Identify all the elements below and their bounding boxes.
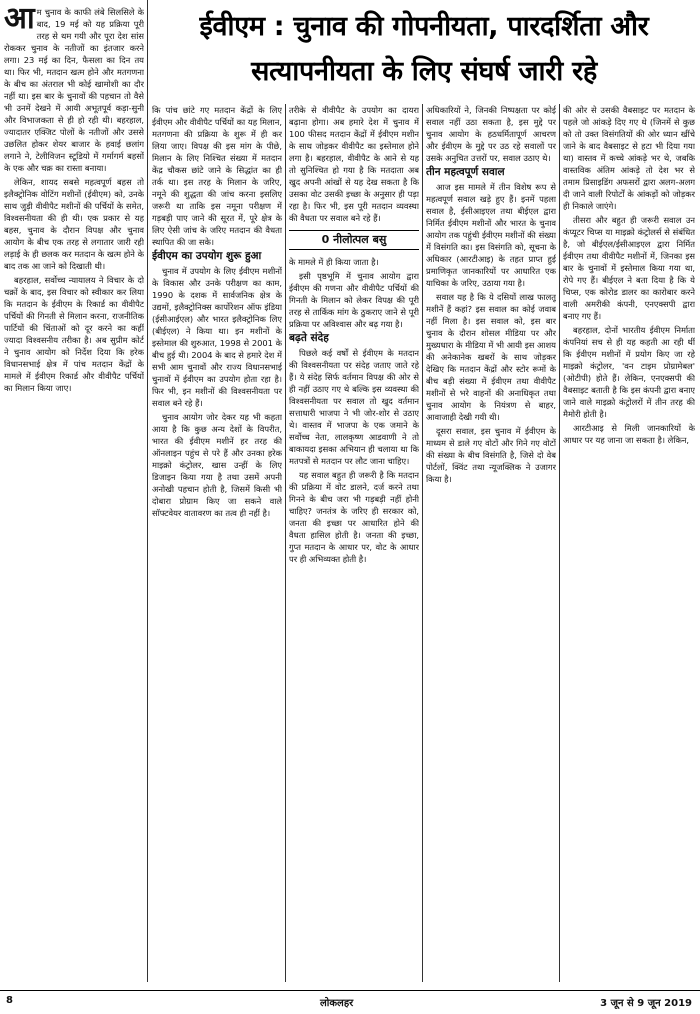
column-3 [289,104,419,982]
paragraph: इसी पृष्ठभूमि में चुनाव आयोग द्वारा ईवीएम की गणना और वीवीपैट पर्चियों की गिनती के मिलान को लेकर विपक्ष की पूरी तरह से तार्किक मांग के ठुकराए जाने से पूरी प्रक्रिया पर अविश्वास और बढ़ गया है। [289,271,419,329]
headline-line-2: सत्यापनीयता के लिए संघर्ष जारी रहे [251,56,597,87]
paragraph: तरीके से वीवीपैट के उपयोग का दायरा बढ़ाना होगा। अब हमारे देश में चुनाव में 100 फीसद मतदान केंद्रों में ईवीएम मशीन के साथ जोड़कर वीवीपैट का इस्तेमाल होने लगा है। बहरहाल, वीवीपैट के आने से यह तो सुनिश्चित हो गया है कि मतदाता अब खुद अपनी आंखों से यह देख सकता है कि उसका वोट उसकी इच्छा के अनुसार ही पड़ा रहा है। फिर भी, इस पूरी मतदान व्यवस्था की वैधता पर सवाल बने रहे हैं। [289,105,419,223]
paragraph: आज इस मामले में तीन विशेष रूप से महत्वपूर्ण सवाल खड़े हुए हैं। इनमें पहला सवाल है, ईसीआइएल तथा बीईएल द्वारा निर्मित ईवीएम मशीनों और भारत के चुनाव आयोग तक पहुंची ईवीएम मशीनों की संख्या में विसंगति का। इस विसंगति को, सूचना के अधिकार (आरटीआइ) के तहत प्राप्त हुई प्रमाणिकृत जानकारियों पर आधारित एक याचिका के जरिए, उठाया गया है। [426,182,556,288]
column-rule [147,0,148,982]
subheading: ईवीएम का उपयोग शुरू हुआ [152,250,262,262]
paragraph: तीसरा और बहुत ही जरूरी सवाल उन कंप्यूटर चिप्स या माइक्रो कंट्रोलर्स से संबंधित है, जो बीईएल/ईसीआइएल द्वारा निर्मित ईवीएम तथा वीवीपैट मशीनों में, जिनका इस बार के चुनावों में इस्तेमाल किया गया था, रोपे गए हैं। बीईएल ने बता दिया है कि ये चिप्स, एक कोरोड डालर का कारोबार करने वाली अमरीकी कंपनी, एनएक्सपी द्वारा बनाए गए हैं। [563,215,695,321]
column-1 [4,6,144,982]
paragraph: लेकिन, शायद सबसे महत्वपूर्ण बहस तो इलैक्ट्रोनिक वोटिंग मशीनों (ईवीएम) को, उनके साथ जुड़ी वीवीपैट मशीनों की पर्चियों के समेत, विश्वसनीयता की ही थी। एक प्रकार से यह बहस, चुनाव के दौरान विपक्ष और चुनाव आयोग के बीच एक तरह से लगातार जारी रही लड़ाई के ही छलक कर मतदान के खत्म होने के बाद तक आ जाने को दिखाती थी। [4,177,144,271]
paragraph: कि पांच छांटे गए मतदान केंद्रों के लिए ईवीएम और वीवीपैट पर्चियों का यह मिलान, मतगणना की प्रक्रिया के शुरू में ही कर लिया जाए। विपक्ष की इस मांग के पीछे, मिलान के लिए निश्चित संख्या में मतदान केंद्र चौकस छांटे जाने के सिद्धांत का ही तर्क था। इस तरह के मिलान के जरिए, नमूने की शुद्धता की जांच करना इसलिए जरूरी था ताकि इस नमूना परीक्षण में गड़बड़ी पाए जाने की सूरत में, पूरे क्षेत्र के लिए ऐसी जांच के जरिए मतदान की वैधता स्थापित की जा सके। [152,105,282,247]
subheading: बढ़ते संदेह [289,332,329,344]
paragraph: आरटीआइ से मिली जानकारियों के आधार पर यह जाना जा सकता है। लेकिन, [563,423,695,445]
column-rule [559,104,560,982]
issue-date: 3 जून से 9 जून 2019 [600,998,692,1009]
headline-line-1: ईवीएम : चुनाव की गोपनीयता, पारदर्शिता और [199,11,649,42]
paragraph: म चुनाव के काफी लंबे सिलसिले के बाद, 19 मई को यह प्रक्रिया पूरी तरह से थम गयी और पूरा देश सांस रोककर चुनाव के नतीजों का इंतजार करने लगा। 23 मई का दिन, फैसला का दिन तय था। फिर भी, मतदान खत्म होने और मतगणना के बीच का अंतराल भी कोई खामोशी का दौर नहीं था। इस बार के चुनावों की पहचान तो वैसे भी उनमें देखने में आयी अभूतपूर्व कड़ा-सुनी और विभाजकता से ही हो रही थी। बहरहाल, ज्यादातर एक्जिट पोलों के नतीजों और उससे उछलित होकर शेयर बाजार के हवाई छलांग लगाने ने, टेलीविजन स्टूडियो में गर्मागर्म बहसों के एक और चक्र का रास्ता बनाया। [4,7,144,173]
paragraph: पिछले कई वर्षों से ईवीएम के मतदान की विश्वसनीयता पर संदेह जताए जाते रहे हैं। ये संदेह सिर्फ वर्तमान विपक्ष की ओर से ही नहीं उठाए गए थे बल्कि इस व्यवस्था की विश्वसनीयता पर सवाल तो खुद वर्तमान सत्ताधारी भाजपा ने भी जोर-शोर से उठाए थे। वास्तव में भाजपा के एक जमाने के सर्वोच्च नेता, लालकृष्ण आडवाणी ने तो बाकायदा इसका अभियान ही चलाया था कि मतपत्रों से मतदान पर लौट जाना चाहिए। [289,348,419,466]
byline: 0 नीलोत्पल बसु [289,230,419,250]
paragraph: बहरहाल, दोनों भारतीय ईवीएम निर्माता कंपनियां सच से ही यह कहती आ रही थीं कि ईवीएम मशीनों में प्रयोग किए जा रहे माइक्रो कंट्रोलर, 'वन टाइम प्रोग्रामेबल' (ओटीपी) होते हैं। लेकिन, एनएक्सपी की वैबसाइट बताती है कि इस कंपनी द्वारा बनाए जाने वाले माइक्रो कंट्रोलरों में तीन तरह की मैमोरी होती है। [563,325,695,419]
paragraph: की ओर से उसकी वैबसाइट पर मतदान के पहले जो आंकड़े दिए गए थे (जिनमें से कुछ को तो उक्त विसंगतियों की ओर ध्यान खींचे जाने के बाद वैबसाइट से हटा भी दिया गया था) वास्तव में कच्चे आंकड़े भर थे, जबकि वास्तविक अंतिम आंकड़े तो देश भर से तमाम प्रिसाइडिंग अफसरों द्वारा अलग-अलग दी जाने वाली रिपोर्टों के आंकड़ों को जोड़कर ही निकाले जाएंगे। [563,105,695,211]
publication-name: लोकलहर [320,998,354,1009]
column-rule [285,104,286,982]
column-4 [426,104,556,982]
column-5 [563,104,695,982]
subheading: तीन महत्वपूर्ण सवाल [426,166,505,178]
page-number: 8 [6,995,13,1006]
column-rule [422,104,423,982]
drop-cap: आ [4,6,35,36]
paragraph: सवाल यह है कि ये दसियों लाख फालतू मशीनें हैं कहां? इस सवाल का कोई जवाब नहीं मिला है। इस सवाल को, इस बार चुनाव के दौरान शोसल मीडिया पर और मुख्यधारा के मीडिया में भी आयी इस आशय की अनेकानेक खबरों के साथ जोड़कर देखिए कि मतदान केंद्रों और स्टोर रूमों के बीच बड़ी संख्या में ईवीएम तथा वीवीपैट मशीनों से भरे वाहनों की अनाधिकृत तथा चुनाव आयोग के नियंत्रण से बाहर, आवाजाही देखी गयी थी। [426,292,556,422]
paragraph: यह सवाल बहुत ही जरूरी है कि मतदान की प्रक्रिया में वोट डालने, दर्ज करने तथा गिनने के बीच जरा भी गड़बड़ी नहीं होनी चाहिए? जनतंत्र के जरिए ही सरकार को, जनता की इच्छा पर आधारित होने की वैधता हासिल होती है। जनता की इच्छा, गुप्त मतदान के आधार पर, वोट के आधार पर ही अभिव्यक्त होती है। [289,470,419,564]
paragraph: दूसरा सवाल, इस चुनाव में ईवीएम के माध्यम से डाले गए वोटों और गिने गए वोटों की संख्या के बीच विसंगति है, जिसे दो वेब पोर्टलों, क्विंट तथा न्यूजक्लिक ने उजागर किया है। [426,426,556,484]
paragraph: चुनाव में उपयोग के लिए ईवीएम मशीनों के विकास और उनके परीक्षण का काम, 1990 के दशक में सार्वजनिक क्षेत्र के उद्यमों, इलैक्ट्रोनिक्स कार्पोरेशन ऑफ इंडिया (ईसीआईएल) और भारत इलैक्ट्रोनिक लिए (बीईएल) ने किया था। इन मशीनों के इस्तेमाल की शुरुआत, 1998 से 2001 के बीच हुई थी। 2004 के बाद से हमारे देश में सभी आम चुनावों और राज्य विधानसभाई चुनावों में ईवीएम का उपयोग होता रहा है। फिर भी, इन मशीनों की विश्वसनीयता पर सवाल बने रहे हैं। [152,266,282,408]
page-footer [0,990,700,1013]
paragraph: बहरहाल, सर्वोच्च न्यायालय ने विचार के दो चक्रों के बाद, इस विचार को स्वीकार कर लिया कि मतदान के ईवीएम के रिकार्ड का वीवीपैट पर्चियों की गिनती से मिलान करना, राजनीतिक पार्टियों की चिंताओं को दूर करने का कहीं ज्यादा विश्वसनीय तरीका है। अब सुप्रीम कोर्ट ने चुनाव आयोग को निर्देश दिया कि हरेक विधानसभाई क्षेत्र में पांच मतदान केंद्रों के मामले में ईवीएम रिकार्ड और वीवीपैट पर्चियों का मिलान किया जाए। [4,275,144,393]
paragraph: चुनाव आयोग जोर देकर यह भी कहता आया है कि कुछ अन्य देशों के विपरीत, भारत की ईवीएम मशीनें हर तरह की ऑनलाइन पहुंच से परे हैं और उनका हरेक माइक्रो कंट्रोलर, खास उन्हीं के लिए डिजाइन किया गया है तथा उसमें अपनी अनोखी पहचान होती है, जिसमें किसी भी दोबारा प्रोग्राम किए जा सकने वाले सॉफ्टवेयर वातावरण का तत्व ही नहीं है। [152,412,282,518]
headline [150,4,698,98]
paragraph: के मामले में ही किया जाता है। [289,257,379,267]
paragraph: अधिकारियों ने, जिनकी निष्पक्षता पर कोई सवाल नहीं उठा सकता है, इस मुद्दे पर चुनाव आयोग के हठधर्मितापूर्ण आचरण और ईवीएम के मुद्दे पर उठ रहे सवालों पर उसके अनुचित उत्तरों पर, सवाल उठाए थे। [426,105,556,163]
column-2 [152,104,282,982]
